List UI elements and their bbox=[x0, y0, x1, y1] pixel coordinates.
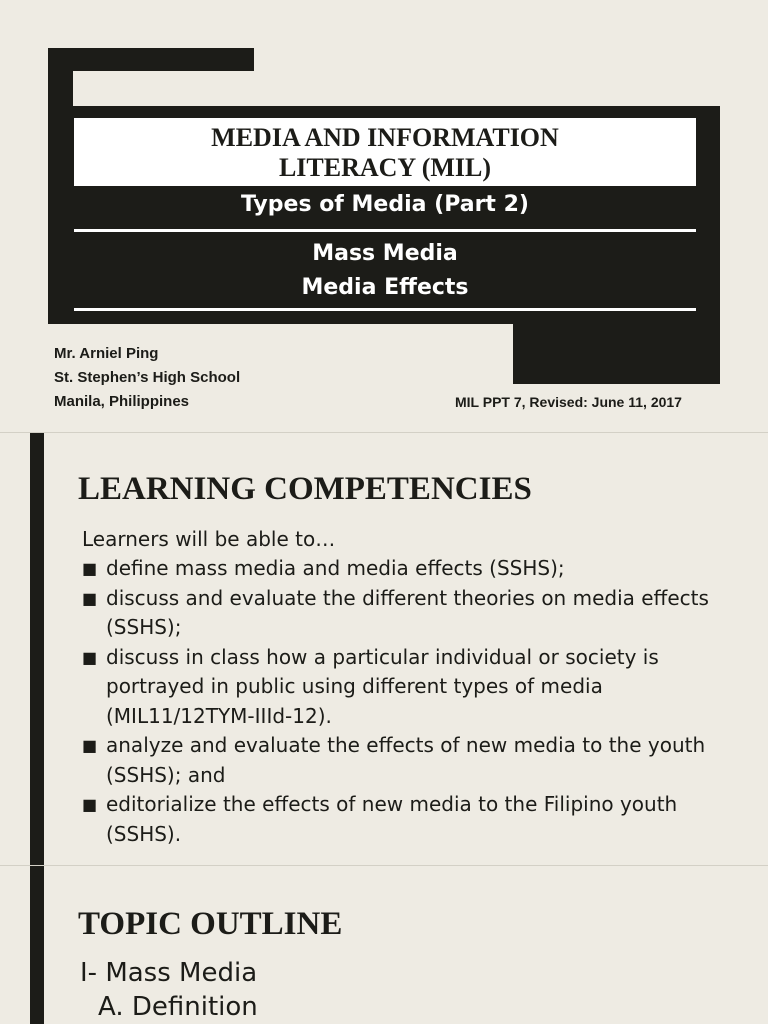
divider-line-1 bbox=[74, 229, 696, 232]
revision-note: MIL PPT 7, Revised: June 11, 2017 bbox=[455, 394, 682, 410]
list-item bbox=[82, 554, 722, 584]
outline-subitem: A. Definition bbox=[98, 992, 258, 1022]
main-title-line1: MEDIA AND INFORMATION bbox=[211, 123, 559, 152]
location: Manila, Philippines bbox=[54, 393, 190, 410]
slide-heading: TOPIC OUTLINE bbox=[78, 906, 343, 942]
square-bullet-icon: ■ bbox=[82, 588, 98, 608]
learning-competencies-slide bbox=[0, 433, 768, 865]
list-item-text: analyze and evaluate the effects of new media to the youth (SSHS); and bbox=[106, 733, 706, 787]
subtitle: Types of Media (Part 2) bbox=[241, 192, 529, 217]
outline-item: I- Mass Media bbox=[80, 958, 258, 988]
intro-text: Learners will be able to… bbox=[82, 527, 336, 551]
list-item-text: discuss in class how a particular individual or society is portrayed in public using different types of media (MIL11/12TYM-IIId-12). bbox=[106, 644, 659, 728]
square-bullet-icon: ■ bbox=[82, 647, 98, 667]
list-item bbox=[82, 584, 722, 643]
main-title bbox=[74, 118, 696, 183]
divider-line-2 bbox=[74, 308, 696, 311]
list-item-text: editorialize the effects of new media to the Filipino youth (SSHS). bbox=[106, 792, 678, 846]
topic-line1: Mass Media bbox=[312, 241, 458, 266]
competency-list bbox=[82, 554, 722, 849]
list-item bbox=[82, 731, 722, 790]
list-item bbox=[82, 643, 722, 732]
school-name: St. Stephen’s High School bbox=[54, 369, 241, 386]
decor-top-bar bbox=[48, 48, 254, 71]
list-item-text: discuss and evaluate the different theories on media effects (SSHS); bbox=[106, 585, 709, 639]
title-box bbox=[74, 118, 696, 186]
decor-vertical-bar bbox=[30, 433, 44, 865]
decor-vertical-bar bbox=[30, 866, 44, 1024]
main-title-line2: LITERACY (MIL) bbox=[278, 153, 492, 182]
title-slide bbox=[0, 0, 768, 432]
author-name: Mr. Arniel Ping bbox=[54, 345, 159, 362]
topic-outline-slide bbox=[0, 866, 768, 1024]
square-bullet-icon: ■ bbox=[82, 736, 98, 755]
square-bullet-icon: ■ bbox=[82, 795, 98, 814]
slide-heading: LEARNING COMPETENCIES bbox=[78, 471, 532, 507]
list-item bbox=[82, 790, 722, 849]
list-item-text: define mass media and media effects (SSHS); bbox=[106, 556, 565, 580]
outline-list bbox=[80, 956, 258, 1024]
topic-line2: Media Effects bbox=[301, 275, 469, 300]
square-bullet-icon: ■ bbox=[82, 559, 98, 578]
